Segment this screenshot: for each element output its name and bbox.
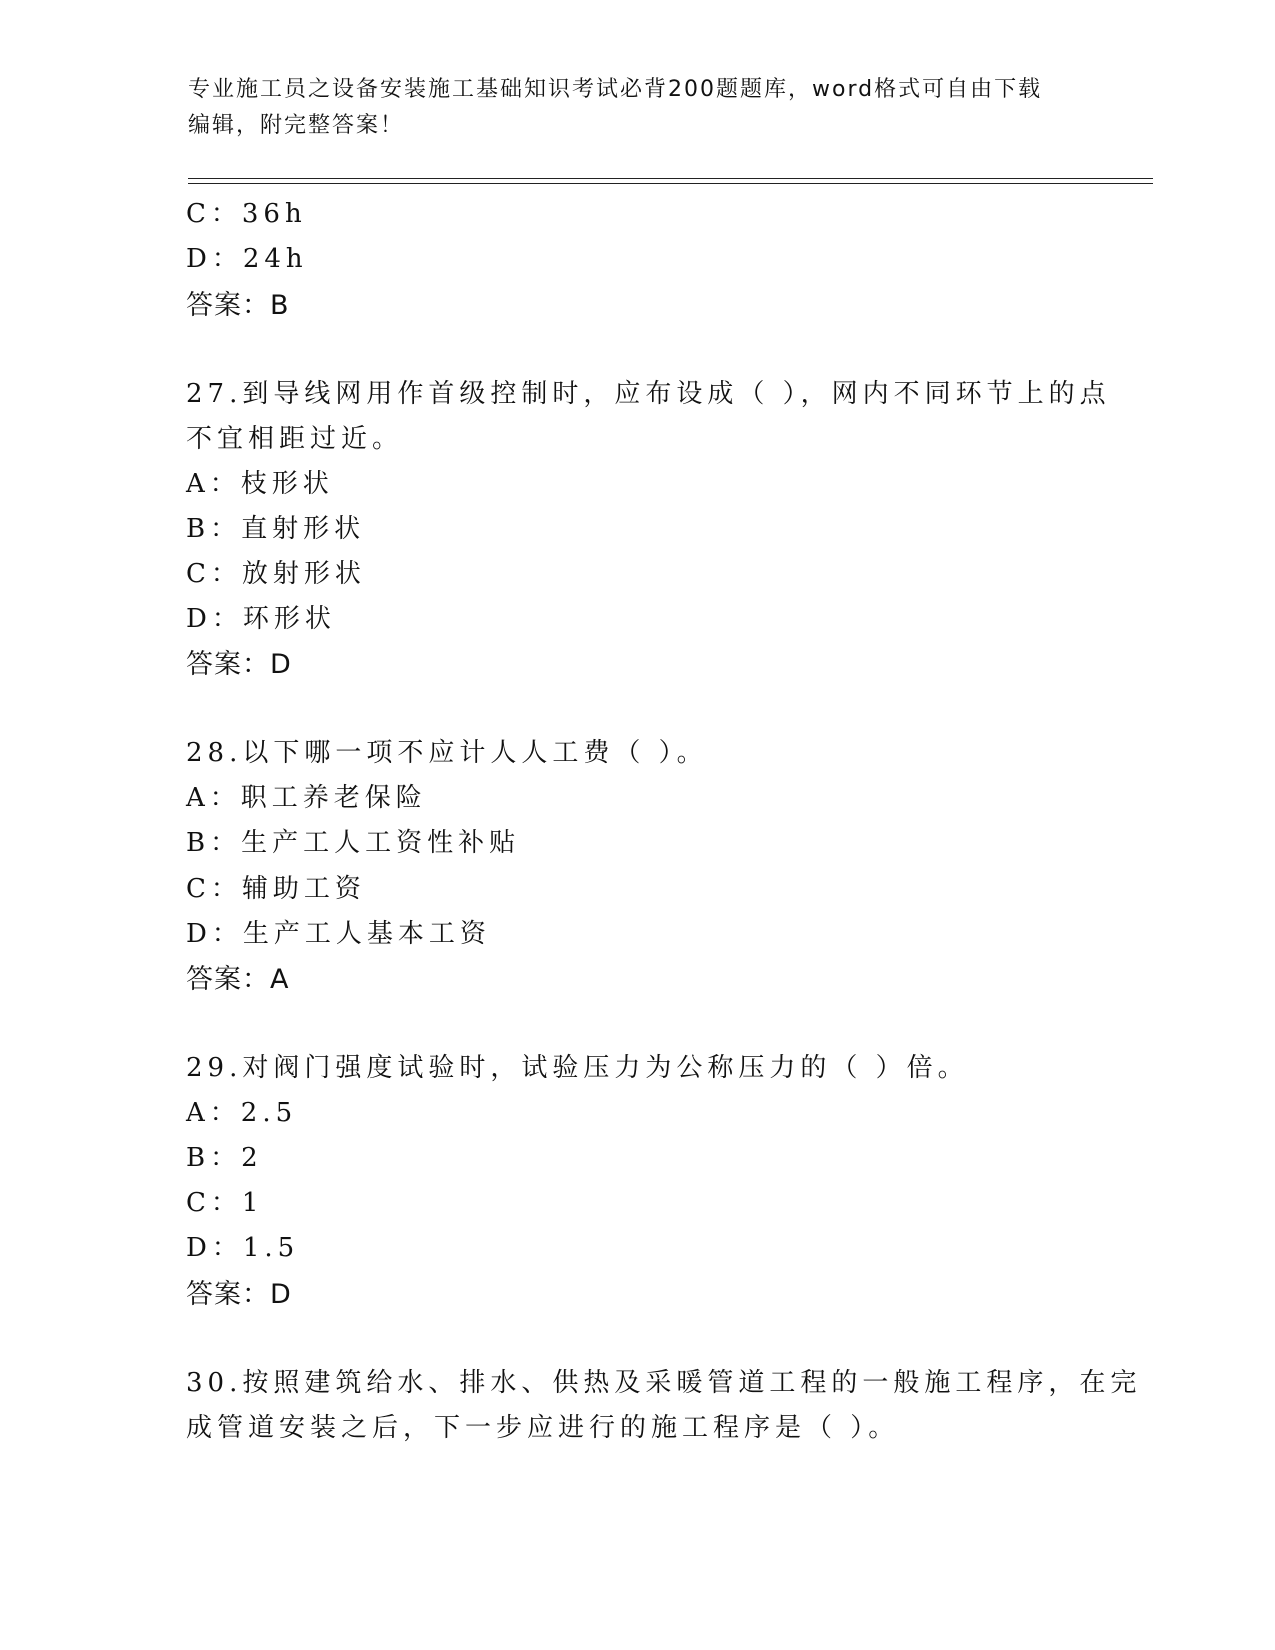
q26-answer: 答案：B — [186, 290, 290, 321]
page-header — [188, 72, 1088, 144]
q27-option-a: A：枝形状 — [186, 469, 334, 499]
q29-option-b: B：2 — [186, 1143, 263, 1173]
q28-stem: 28.以下哪一项不应计人人工费（ ）。 — [186, 738, 708, 768]
header-title-line-1: 专业施工员之设备安装施工基础知识考试必背200题题库，word格式可自由下载 — [188, 77, 1043, 102]
q29-option-d: D：1.5 — [186, 1233, 300, 1263]
q29-option-c: C：1 — [186, 1188, 264, 1218]
q27-option-b: B：直射形状 — [186, 514, 366, 544]
q28-option-d: D：生产工人基本工资 — [186, 919, 491, 949]
q26-option-c: C：36h — [186, 199, 307, 229]
q29-option-a: A：2.5 — [186, 1098, 298, 1128]
q28-option-c: C：辅助工资 — [186, 874, 366, 904]
q27-stem-line-1: 27.到导线网用作首级控制时，应布设成（ ），网内不同环节上的点 — [186, 379, 1111, 409]
q27-stem-line-2: 不宜相距过近。 — [186, 424, 404, 454]
q27-option-d: D：环形状 — [186, 604, 336, 634]
q28-option-a: A：职工养老保险 — [186, 783, 427, 813]
q27-option-c: C：放射形状 — [186, 559, 366, 589]
header-title-line-2: 编辑，附完整答案！ — [188, 113, 405, 138]
q27-answer: 答案：D — [186, 649, 292, 680]
q30-stem-line-1: 30.按照建筑给水、排水、供热及采暖管道工程的一般施工程序，在完 — [186, 1368, 1142, 1398]
q29-stem: 29.对阀门强度试验时，试验压力为公称压力的（ ）倍。 — [186, 1053, 969, 1083]
q30-stem-line-2: 成管道安装之后，下一步应进行的施工程序是（ ）。 — [186, 1413, 900, 1443]
q29-answer: 答案：D — [186, 1279, 292, 1310]
q26-option-d: D：24h — [186, 244, 308, 274]
header-divider-bottom — [188, 183, 1153, 184]
q28-answer: 答案：A — [186, 964, 290, 995]
q28-option-b: B：生产工人工资性补贴 — [186, 828, 521, 858]
header-divider-top — [188, 178, 1153, 179]
